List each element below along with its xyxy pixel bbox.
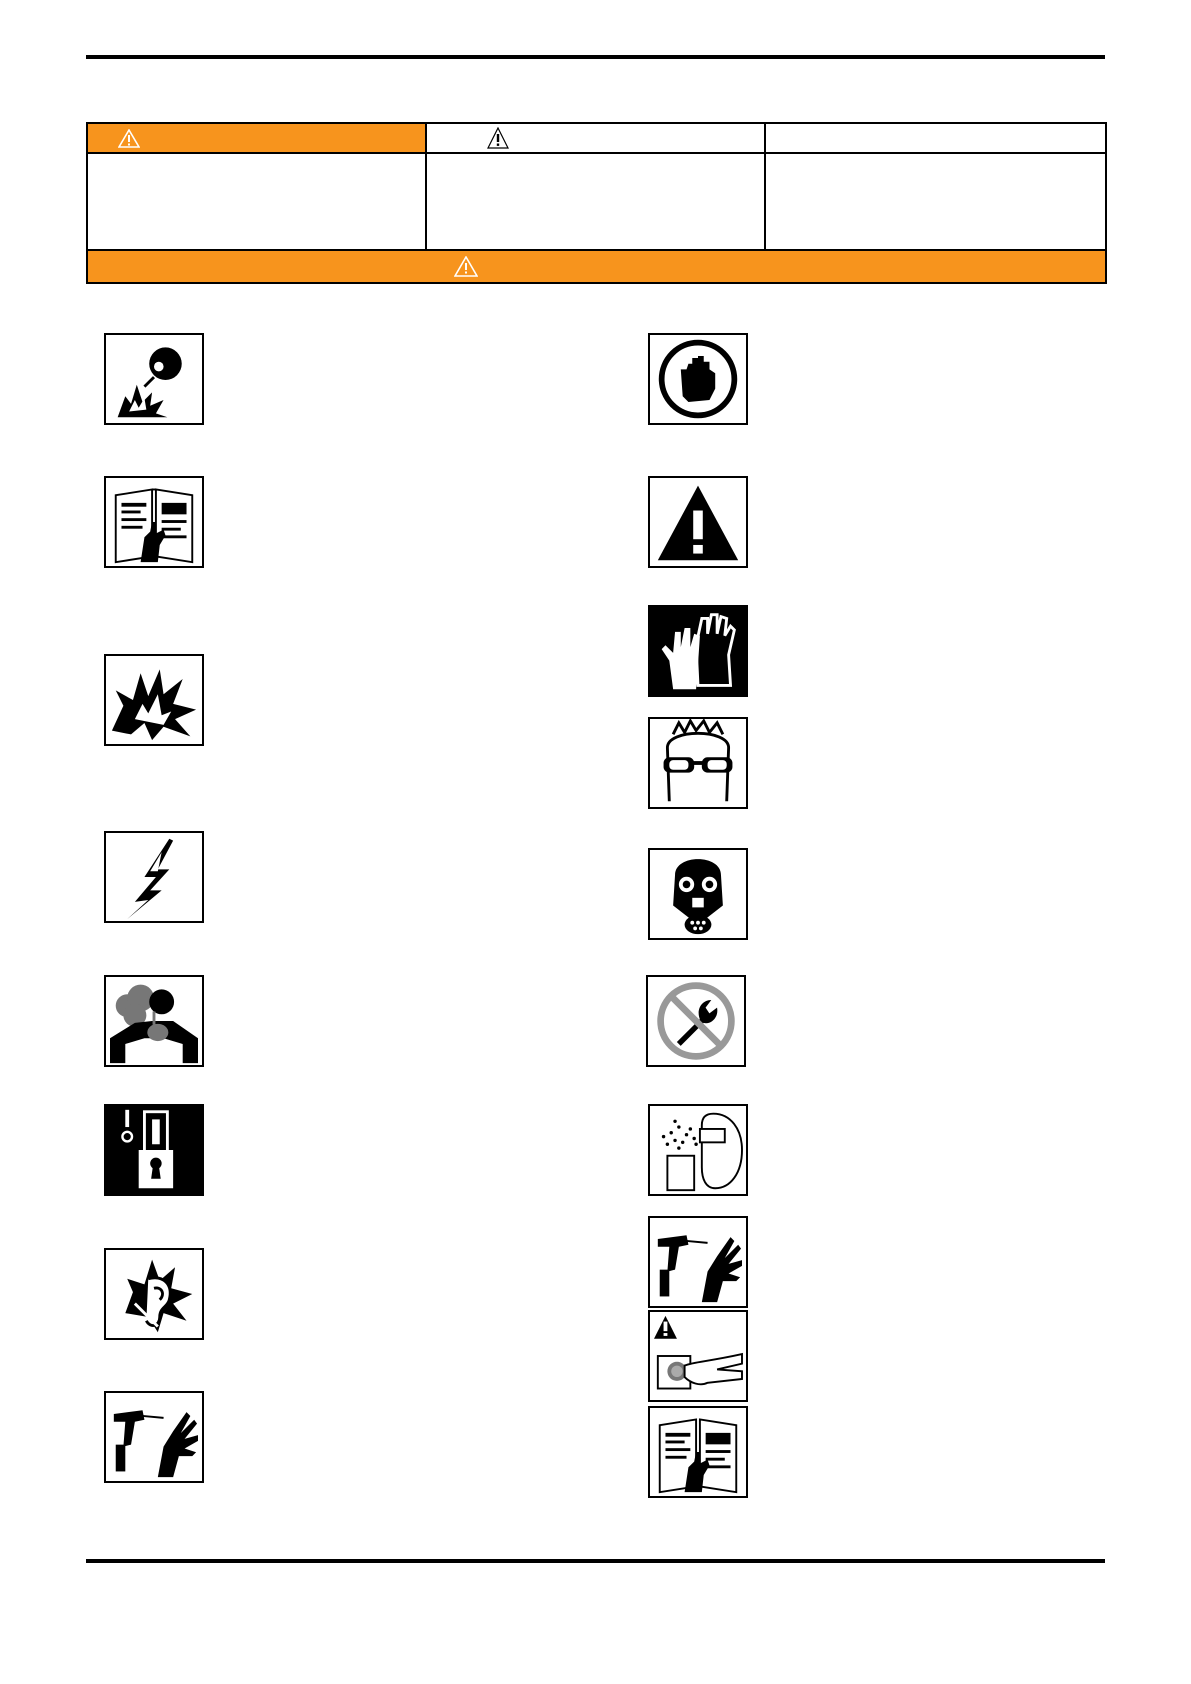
flying-debris-explosion-icon bbox=[104, 333, 204, 425]
legend-header-warning bbox=[88, 124, 427, 154]
injection-hazard-icon bbox=[104, 1391, 204, 1483]
hearing-hazard-icon bbox=[104, 1248, 204, 1340]
explosion-icon bbox=[104, 654, 204, 746]
safety-glasses-icon bbox=[648, 717, 748, 809]
read-manual-icon bbox=[104, 476, 204, 568]
legend-desc-caution bbox=[427, 154, 766, 251]
stop-hand-icon bbox=[648, 333, 748, 425]
warning-triangle-icon bbox=[118, 129, 140, 148]
electric-shock-icon bbox=[104, 831, 204, 923]
warning-triangle-icon bbox=[454, 256, 478, 277]
legend-header-notice bbox=[766, 124, 1105, 154]
legend-header-caution bbox=[427, 124, 766, 154]
header-rule bbox=[86, 55, 1105, 59]
legend-warning-band bbox=[88, 251, 1105, 282]
caution-triangle-icon bbox=[487, 127, 509, 149]
splash-hazard-icon bbox=[648, 1104, 748, 1196]
lockout-icon bbox=[104, 1104, 204, 1196]
hazard-legend-table bbox=[86, 122, 1107, 284]
legend-desc-notice bbox=[766, 154, 1105, 251]
injection-hazard-icon bbox=[648, 1216, 748, 1308]
general-warning-icon bbox=[648, 476, 748, 568]
warning-button-icon bbox=[648, 1310, 748, 1402]
footer-rule bbox=[86, 1559, 1105, 1563]
gloves-icon bbox=[648, 605, 748, 697]
read-manual-icon bbox=[648, 1406, 748, 1498]
toxic-fumes-icon bbox=[104, 975, 204, 1067]
legend-desc-warning bbox=[88, 154, 427, 251]
respirator-icon bbox=[648, 848, 748, 940]
no-modification-icon bbox=[646, 975, 746, 1067]
